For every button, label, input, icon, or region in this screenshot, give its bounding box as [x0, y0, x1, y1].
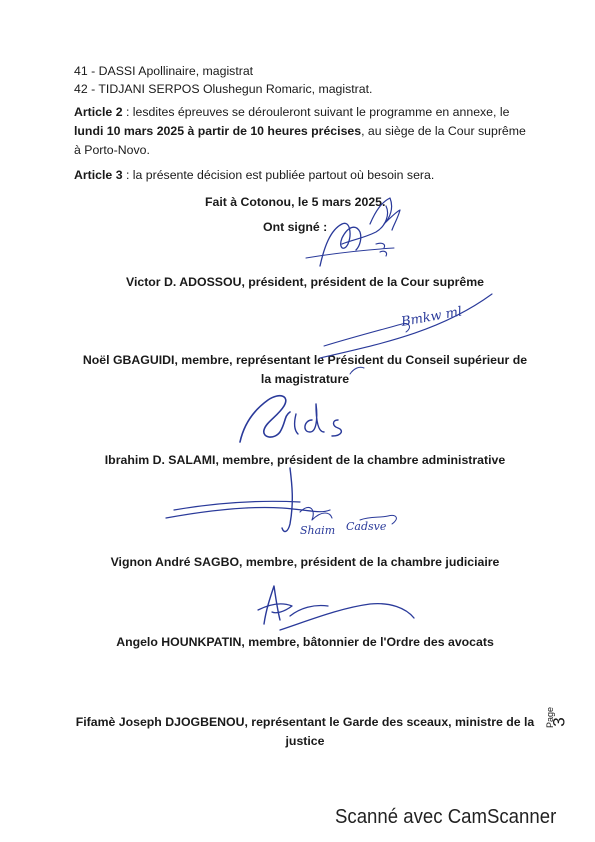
svg-text:Shaim: Shaim [300, 524, 336, 537]
signatory-djogbenou-line2: justice [285, 734, 325, 748]
place-date-line: Fait à Cotonou, le 5 mars 2025. [205, 195, 386, 209]
article-2: Article 2 : lesdites épreuves se dérouleront suivant le programme en annexe, le lundi 10 mars 2025 à partir de 10 heures précises, au siège de la Cour suprême à Porto-Novo. [74, 105, 526, 157]
signature-salami-icon [220, 380, 360, 450]
signatory-hounkpatin: Angelo HOUNKPATIN, membre, bâtonnier de l'Ordre des avocats [116, 635, 494, 649]
svg-text:Cadsve: Cadsve [346, 520, 387, 533]
scanner-watermark: Scanné avec CamScanner [335, 806, 557, 828]
signatory-adossou: Victor D. ADOSSOU, président, président de la Cour suprême [125, 275, 485, 289]
signature-adossou-icon [290, 188, 420, 278]
signatory-gbaguidi-line2: la magistrature [260, 372, 350, 386]
article-2-date: lundi 10 mars 2025 à partir de 10 heures précises [74, 124, 362, 138]
article-3: Article 3 : la présente décision est publiée partout où besoin sera. [74, 168, 435, 182]
page-number-value: 3 [549, 717, 569, 727]
ont-signe-label: Ont signé : [263, 220, 328, 234]
svg-text:Bmkw ml: Bmkw ml [400, 304, 464, 330]
page-number [545, 706, 585, 758]
signatory-djogbenou-line1: Fifamè Joseph DJOGBENOU, représentant le Garde des sceaux, ministre de la [75, 715, 535, 729]
page-label: Page [545, 706, 555, 728]
list-item: 41 - DASSI Apollinaire, magistrat [74, 64, 254, 78]
list-item: 42 - TIDJANI SERPOS Olushegun Romaric, magistrat. [74, 82, 373, 96]
article-2-label: Article 2 [74, 105, 123, 119]
signatory-gbaguidi-line1: Noël GBAGUIDI, membre, représentant le Président du Conseil supérieur de [82, 353, 528, 367]
signature-gbaguidi-icon [230, 288, 500, 378]
signatory-sagbo: Vignon André SAGBO, membre, président de la chambre judiciaire [110, 555, 500, 569]
signatory-salami: Ibrahim D. SALAMI, membre, président de la chambre administrative [104, 453, 506, 467]
signature-hounkpatin-icon [220, 572, 420, 642]
article-3-label: Article 3 [74, 168, 123, 182]
signature-sagbo-icon [160, 462, 420, 542]
